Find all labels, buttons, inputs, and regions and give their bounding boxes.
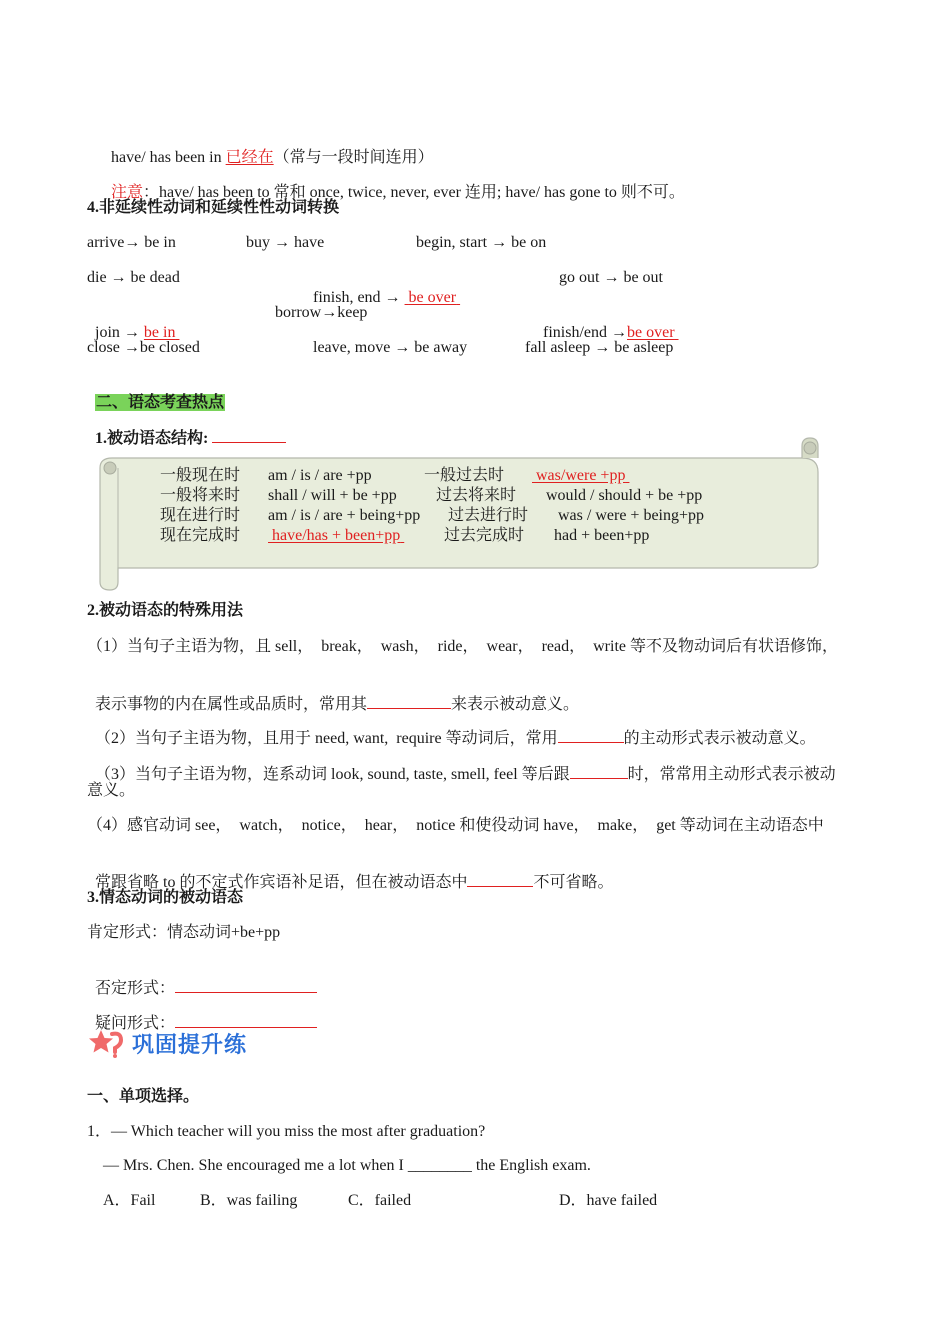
tense-r2-c2: shall / will + be +pp: [268, 487, 397, 504]
answer-already-in: 已经在: [225, 149, 274, 166]
blank-usage-4: [467, 872, 533, 887]
option-a[interactable]: A．Fail: [103, 1192, 156, 1209]
conv-r2-c2: [305, 268, 460, 308]
heading-modal-passive: 3.情态动词的被动语态: [87, 889, 244, 906]
usage-3-line-a: [87, 744, 836, 785]
section-voice-highlight: 二、语态考查热点: [96, 394, 225, 411]
tense-r4-c3: 过去完成时: [444, 527, 525, 544]
conv-r2-c3: go out → be out: [559, 269, 663, 286]
tense-r3-c1: 现在进行时: [160, 507, 241, 524]
usage-3-text: （3）当句子主语为物，连系动词 look, sound, taste, smell, feel 等后跟: [95, 766, 570, 783]
conv-r3-c3: [535, 303, 679, 343]
usage-2-text: （2）当句子主语为物，且用于 need, want, require 等动词后，常用: [95, 730, 558, 747]
tense-r2-c4: would / should + be +pp: [546, 487, 703, 504]
banner-title: 巩固提升练: [132, 1032, 248, 1058]
heading-passive-structure-text: 1.被动语态结构:: [95, 430, 209, 447]
question-1: 1．— Which teacher will you miss the most after graduation?: [87, 1123, 486, 1140]
usage-1-line-a: （1）当句子主语为物，且 sell， break， wash， ride， wear， read， write 等不及物动词后有状语修饰，: [87, 638, 839, 655]
modal-question-label: 疑问形式：: [95, 1015, 176, 1032]
conv-r2-c2-text: finish, end →: [313, 289, 405, 306]
conv-r3-c1: [87, 303, 179, 343]
line-have-been-in: [103, 128, 434, 168]
modal-negative-label: 否定形式：: [95, 980, 176, 997]
question-1-reply: — Mrs. Chen. She encouraged me a lot when I ________ the English exam.: [103, 1157, 591, 1174]
conv-r3-c3-text: finish/end →: [543, 324, 627, 341]
text-have-been-in: have/ has been in: [111, 149, 226, 166]
tense-r4-c1: 现在完成时: [160, 527, 241, 544]
blank-usage-2: [558, 728, 624, 743]
tense-r1-c2: am / is / are +pp: [268, 467, 372, 484]
heading-special-usage: 2.被动语态的特殊用法: [87, 602, 244, 619]
usage-4-line-a: （4）感官动词 see， watch， notice， hear， notice 和使役动词 have， make， get 等动词在主动语态中: [87, 817, 824, 834]
answer-have-has-been-pp: have/has + been+pp: [272, 527, 401, 544]
tense-r1-c1: 一般现在时: [160, 467, 241, 484]
usage-1-text: 表示事物的内在属性或品质时，常用其: [95, 696, 368, 713]
heading-verb-conversion: 4.非延续性动词和延续性性动词转换: [87, 199, 340, 216]
conv-r4-c1: close →be closed: [87, 339, 200, 356]
exercise-title: 一、单项选择。: [87, 1088, 200, 1105]
tense-r2-c1: 一般将来时: [160, 487, 241, 504]
section-voice-heading: [87, 373, 225, 413]
conv-r1-c2: buy → have: [246, 234, 325, 251]
option-d[interactable]: D．have failed: [559, 1192, 658, 1209]
passive-voice-scroll: [96, 436, 822, 592]
usage-4-line-b: [87, 852, 613, 893]
conv-r1-c1: arrive→ be in: [87, 234, 176, 251]
tense-r3-c2: am / is / are + being+pp: [268, 507, 421, 524]
usage-2-line: [87, 708, 816, 749]
tense-r4-c4: had + been+pp: [554, 527, 650, 544]
line-note: [103, 163, 685, 203]
usage-4-text: 常跟省略 to 的不定式作宾语补足语，但在被动语态中: [95, 874, 468, 891]
text-note-period: （常与一段时间连用）: [273, 149, 434, 166]
conv-r3-c1-text: join →: [95, 324, 144, 341]
conv-r1-c3: begin, start → be on: [416, 234, 547, 251]
note-text: ：have/ has been to 常和 once, twice, never, ever 连用; have/ has gone to 则不可。: [143, 184, 685, 201]
answer-be-over-2: be over: [627, 324, 675, 341]
practice-banner: [88, 1026, 247, 1060]
answer-be-in: be in: [143, 324, 176, 341]
tense-r1-c3: 一般过去时: [424, 467, 505, 484]
answer-was-were-pp: was/were +pp: [536, 467, 626, 484]
blank-modal-negative: [175, 978, 317, 993]
usage-3-line-b: 意义。: [87, 782, 136, 799]
note-label: 注意: [111, 184, 144, 201]
answer-be-over-1: be over: [408, 289, 457, 306]
tense-r3-c3: 过去进行时: [448, 507, 529, 524]
blank-usage-1: [367, 694, 451, 709]
option-b[interactable]: B．was failing: [200, 1192, 298, 1209]
usage-1-tail: 来表示被动意义。: [451, 696, 580, 713]
usage-3-tail: 时，常常用主动形式表示被动: [627, 766, 836, 783]
blank-usage-3: [570, 764, 628, 779]
conv-r4-c3: fall asleep → be asleep: [525, 339, 674, 356]
tense-r2-c3: 过去将来时: [436, 487, 517, 504]
usage-2-tail: 的主动形式表示被动意义。: [623, 730, 816, 747]
tense-r3-c4: was / were + being+pp: [558, 507, 705, 524]
star-icon: [88, 1028, 126, 1058]
option-c[interactable]: C．failed: [348, 1192, 412, 1209]
modal-affirmative: 肯定形式：情态动词+be+pp: [87, 924, 281, 941]
conv-r2-c1: die → be dead: [87, 269, 180, 286]
usage-4-tail: 不可省略。: [533, 874, 614, 891]
conv-r3-c2: borrow→keep: [275, 304, 368, 321]
conv-r4-c2: leave, move → be away: [313, 339, 468, 356]
